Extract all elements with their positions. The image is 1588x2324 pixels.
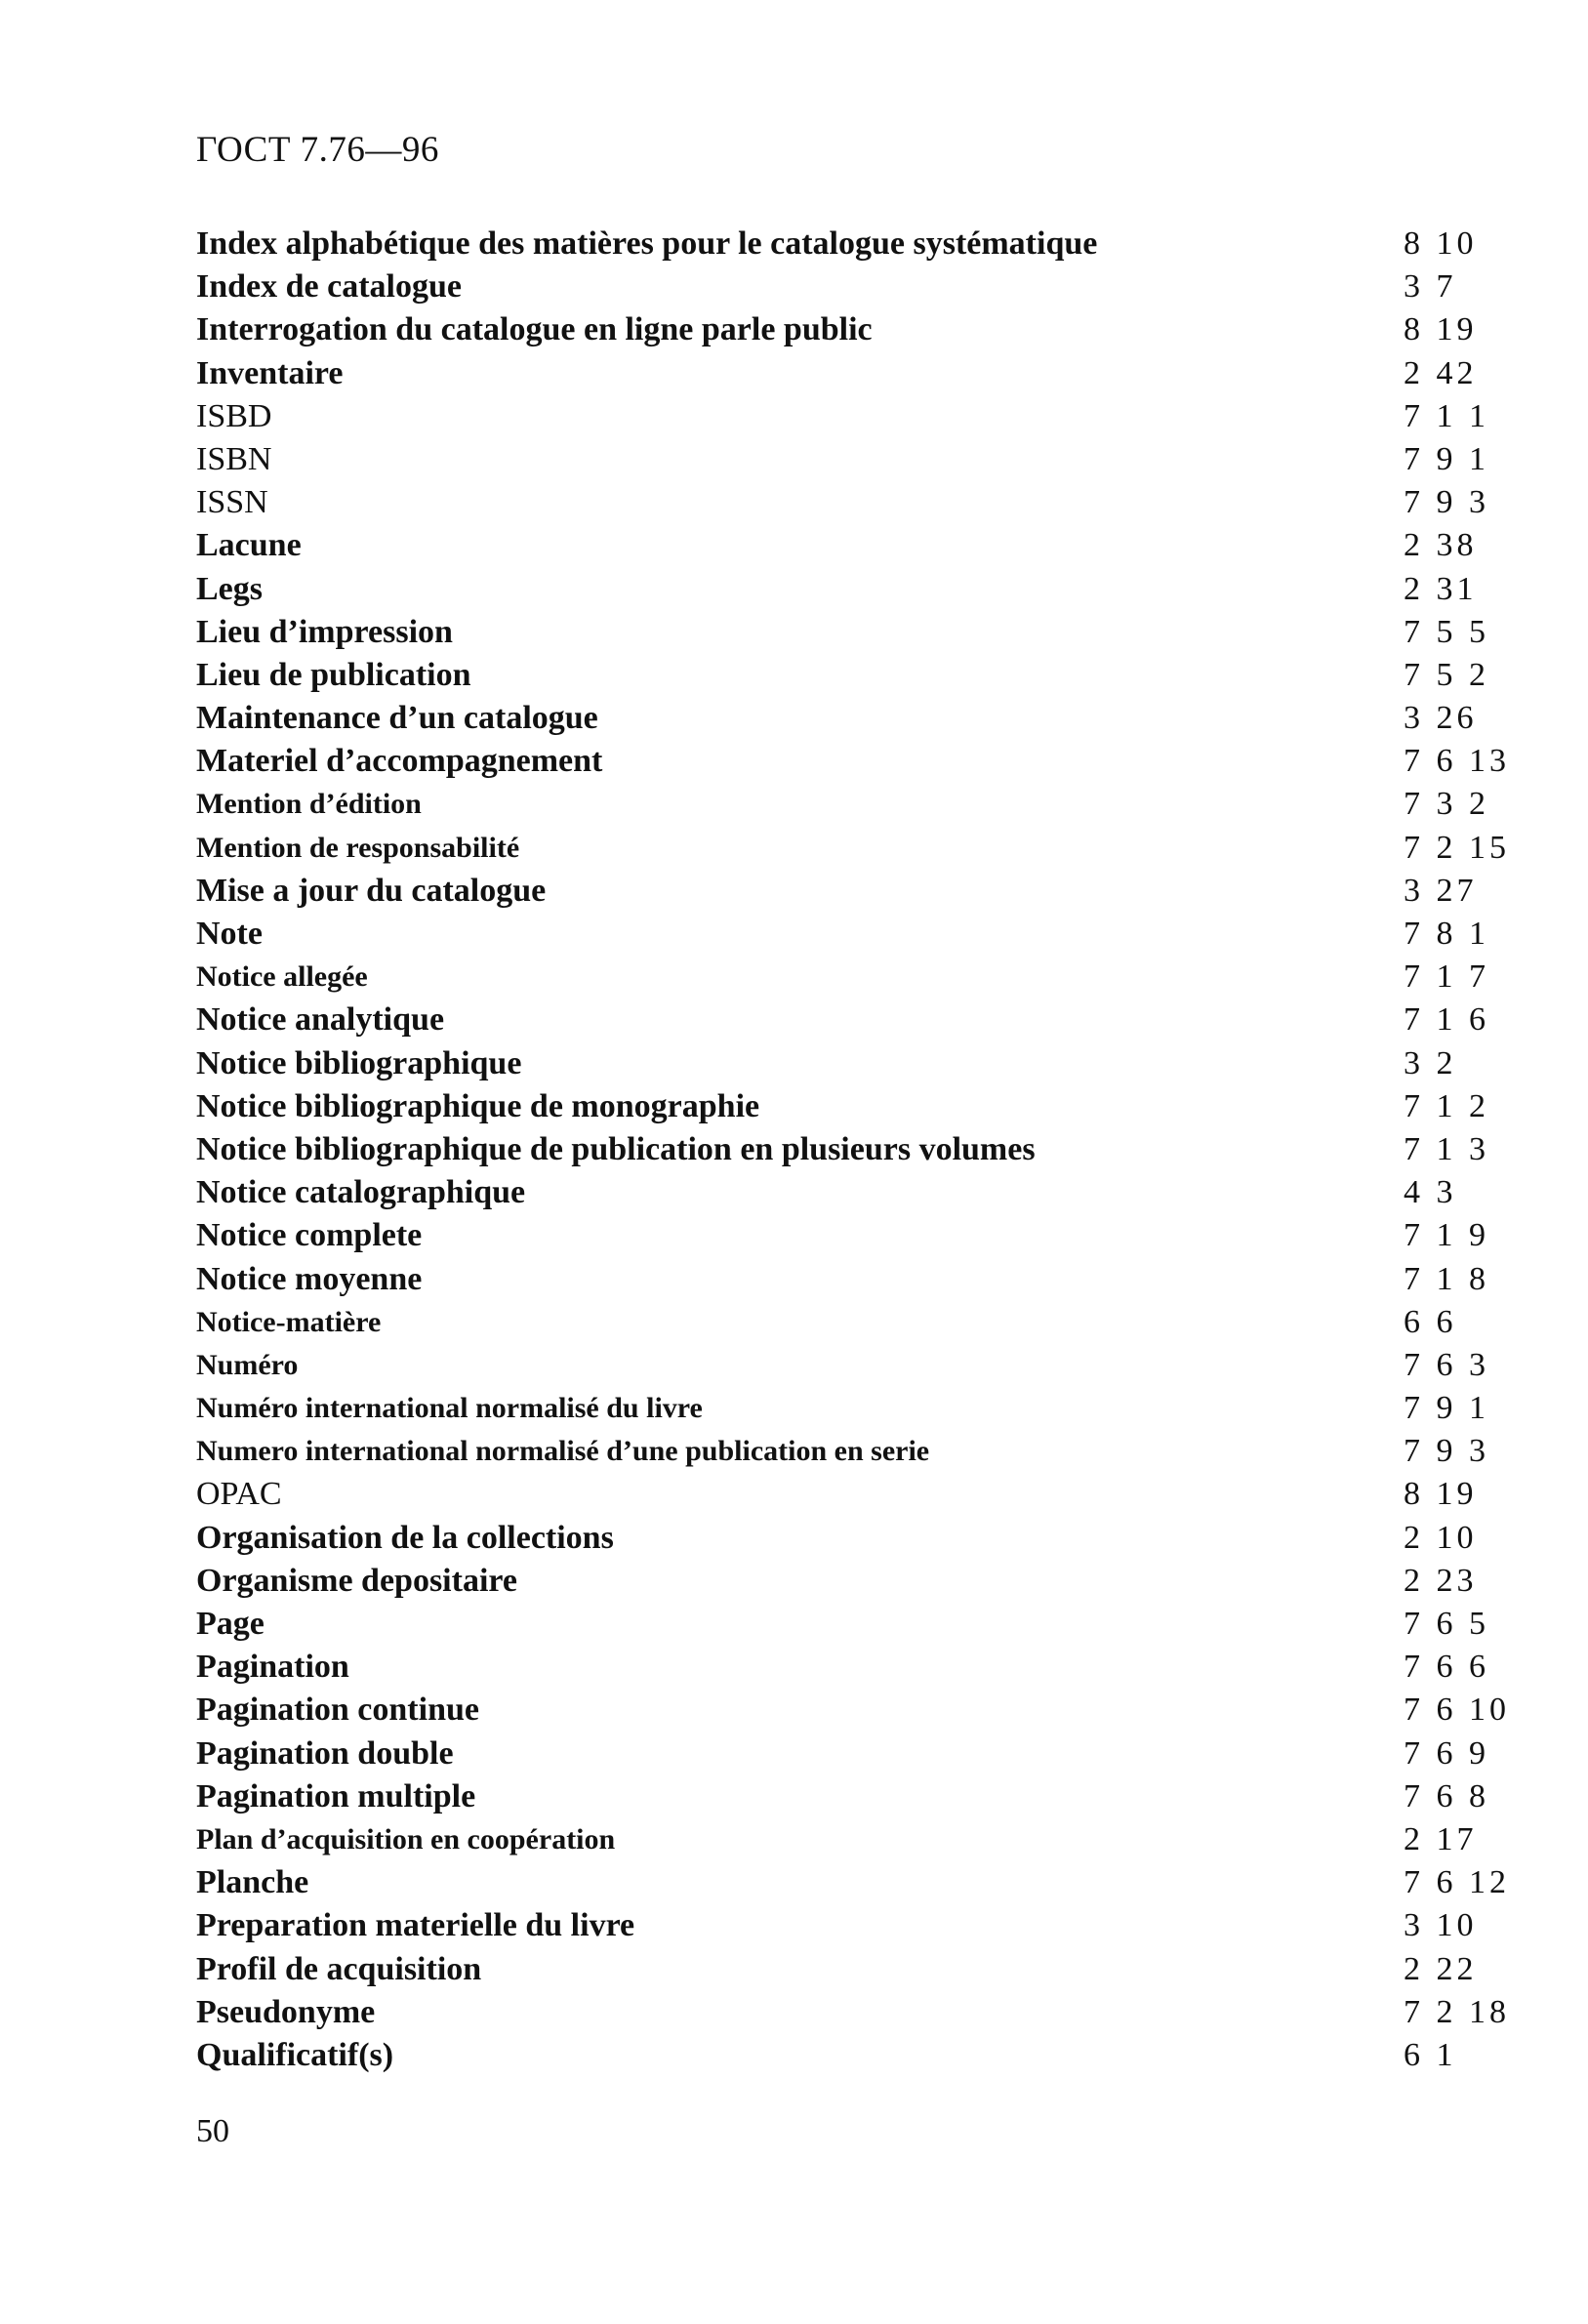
index-term: ISBD <box>196 397 272 434</box>
index-ref: 7 9 1 <box>1404 1390 1489 1427</box>
index-entry <box>196 1085 1514 1128</box>
index-entry <box>196 1344 1514 1387</box>
index-ref: 3 2 <box>1404 1044 1457 1081</box>
index-term: Organisme depositaire <box>196 1562 517 1599</box>
index-term: Mention de responsabilité <box>196 831 520 864</box>
index-entry <box>196 1904 1514 1947</box>
index-entry <box>196 783 1514 826</box>
index-ref: 2 42 <box>1404 354 1478 391</box>
index-term: Index alphabétique des matières pour le catalogue systématique <box>196 225 1098 262</box>
index-entry <box>196 395 1514 438</box>
index-ref: 4 3 <box>1404 1174 1457 1211</box>
index-ref: 7 6 5 <box>1404 1606 1489 1642</box>
index-term: Pagination multiple <box>196 1777 476 1814</box>
index-term: Numéro <box>196 1348 299 1381</box>
index-entry <box>196 1387 1514 1430</box>
index-entry <box>196 611 1514 654</box>
index-entry <box>196 1733 1514 1775</box>
index-term: Planche <box>196 1864 309 1901</box>
index-ref: 7 6 13 <box>1404 743 1510 780</box>
index-term: Index de catalogue <box>196 268 462 306</box>
index-ref: 7 5 2 <box>1404 656 1489 693</box>
index-term: ISBN <box>196 440 272 477</box>
document-header: ГОСТ 7.76—96 <box>196 130 439 170</box>
index-term: Pseudonyme <box>196 1993 376 2030</box>
index-term: Notice moyenne <box>196 1260 423 1297</box>
index-entry <box>196 913 1514 956</box>
index-ref: 6 1 <box>1404 2036 1457 2073</box>
index-entry <box>196 1991 1514 2034</box>
index-ref: 7 8 1 <box>1404 916 1489 952</box>
index-ref: 7 9 1 <box>1404 440 1489 477</box>
index-entry <box>196 568 1514 611</box>
index-entry <box>196 1128 1514 1171</box>
index-term: Note <box>196 916 263 952</box>
index-term: Legs <box>196 570 263 607</box>
index-term: Materiel d’accompagnement <box>196 743 603 780</box>
index-term: Notice bibliographique <box>196 1044 522 1081</box>
index-term: Interrogation du catalogue en ligne parle public <box>196 311 873 348</box>
index-ref: 7 1 3 <box>1404 1130 1489 1167</box>
index-ref: 7 9 3 <box>1404 484 1489 521</box>
index-entry <box>196 1603 1514 1646</box>
index-term: Profil de acquisition <box>196 1950 482 1987</box>
index-entry <box>196 1430 1514 1473</box>
index-term: Pagination <box>196 1649 349 1686</box>
index-entry <box>196 1171 1514 1214</box>
index-ref: 7 1 6 <box>1404 1001 1489 1039</box>
index-ref: 3 7 <box>1404 268 1457 306</box>
index-term: Pagination double <box>196 1734 454 1772</box>
index-ref: 2 17 <box>1404 1820 1478 1857</box>
index-entry <box>196 740 1514 783</box>
index-entry <box>196 1042 1514 1085</box>
index-ref: 6 6 <box>1404 1303 1457 1340</box>
index-term: Numero international normalisé d’une publication en serie <box>196 1435 930 1468</box>
index-entry <box>196 1948 1514 1991</box>
index-ref: 7 6 10 <box>1404 1692 1510 1729</box>
index-entry <box>196 2034 1514 2077</box>
index-ref: 2 31 <box>1404 570 1478 607</box>
index-ref: 7 2 18 <box>1404 1993 1510 2030</box>
index-ref: 7 1 9 <box>1404 1217 1489 1254</box>
index-ref: 3 10 <box>1404 1907 1478 1944</box>
index-ref: 7 1 2 <box>1404 1087 1489 1124</box>
index-entry <box>196 1560 1514 1603</box>
index-term: Plan d’acquisition en coopération <box>196 1822 616 1855</box>
index-term: Notice analytique <box>196 1001 445 1039</box>
index-term: Notice-matière <box>196 1305 382 1338</box>
index-ref: 7 6 12 <box>1404 1864 1510 1901</box>
index-term: Notice bibliographique de monographie <box>196 1087 760 1124</box>
index-term: Notice catalographique <box>196 1174 526 1211</box>
index-term: Lacune <box>196 527 302 564</box>
index-ref: 7 1 7 <box>1404 958 1489 996</box>
index-term: Qualificatif(s) <box>196 2036 394 2073</box>
index-ref: 7 5 5 <box>1404 613 1489 650</box>
index-entry <box>196 1301 1514 1344</box>
index-entry <box>196 999 1514 1041</box>
index-term: Numéro international normalisé du livre <box>196 1392 703 1425</box>
index-term: Notice allegée <box>196 960 368 994</box>
index-term: OPAC <box>196 1476 282 1513</box>
index-ref: 7 9 3 <box>1404 1433 1489 1470</box>
index-term: Mention d’édition <box>196 788 422 821</box>
index-entry <box>196 1214 1514 1257</box>
index-entry <box>196 481 1514 524</box>
index-term: Lieu de publication <box>196 656 471 693</box>
index-entry <box>196 1646 1514 1689</box>
index-entry <box>196 956 1514 999</box>
index-term: Inventaire <box>196 354 344 391</box>
index-ref: 7 6 3 <box>1404 1346 1489 1383</box>
index-ref: 2 38 <box>1404 527 1478 564</box>
index-term: Lieu d’impression <box>196 613 453 650</box>
index-entry <box>196 438 1514 481</box>
index-term: Organisation de la collections <box>196 1519 614 1556</box>
index-ref: 7 3 2 <box>1404 786 1489 823</box>
index-term: Pagination continue <box>196 1692 479 1729</box>
index-term: ISSN <box>196 484 268 521</box>
index-entry <box>196 1473 1514 1516</box>
index-entry <box>196 1689 1514 1732</box>
index-ref: 7 1 1 <box>1404 397 1489 434</box>
index-term: Page <box>196 1606 265 1642</box>
index-entry <box>196 654 1514 697</box>
index-ref: 7 6 9 <box>1404 1734 1489 1772</box>
index-entry <box>196 827 1514 870</box>
index-term: Notice complete <box>196 1217 423 1254</box>
index-term: Notice bibliographique de publication en plusieurs volumes <box>196 1130 1036 1167</box>
index-entry <box>196 1861 1514 1904</box>
index-ref: 8 10 <box>1404 225 1478 262</box>
index-entry <box>196 352 1514 395</box>
index-entry <box>196 524 1514 567</box>
index-term: Mise a jour du catalogue <box>196 872 547 909</box>
index-entry <box>196 1517 1514 1560</box>
index-ref: 8 19 <box>1404 1476 1478 1513</box>
index-ref: 7 1 8 <box>1404 1260 1489 1297</box>
index-entry <box>196 308 1514 351</box>
index-ref: 2 10 <box>1404 1519 1478 1556</box>
index-ref: 7 2 15 <box>1404 829 1510 866</box>
index-entry <box>196 223 1514 265</box>
index-ref: 2 23 <box>1404 1562 1478 1599</box>
index-entry <box>196 870 1514 913</box>
index-ref: 2 22 <box>1404 1950 1478 1987</box>
page-number: 50 <box>196 2113 229 2149</box>
index-entry <box>196 1775 1514 1818</box>
index-entry <box>196 697 1514 740</box>
index-ref: 8 19 <box>1404 311 1478 348</box>
index-entry <box>196 265 1514 308</box>
index-term: Maintenance d’un catalogue <box>196 700 598 737</box>
index-ref: 7 6 8 <box>1404 1777 1489 1814</box>
index-entry <box>196 1818 1514 1861</box>
index-ref: 7 6 6 <box>1404 1649 1489 1686</box>
index-ref: 3 27 <box>1404 872 1478 909</box>
index-term: Preparation materielle du livre <box>196 1907 635 1944</box>
index-entry <box>196 1258 1514 1301</box>
index-ref: 3 26 <box>1404 700 1478 737</box>
subject-index-list <box>196 223 1514 2077</box>
